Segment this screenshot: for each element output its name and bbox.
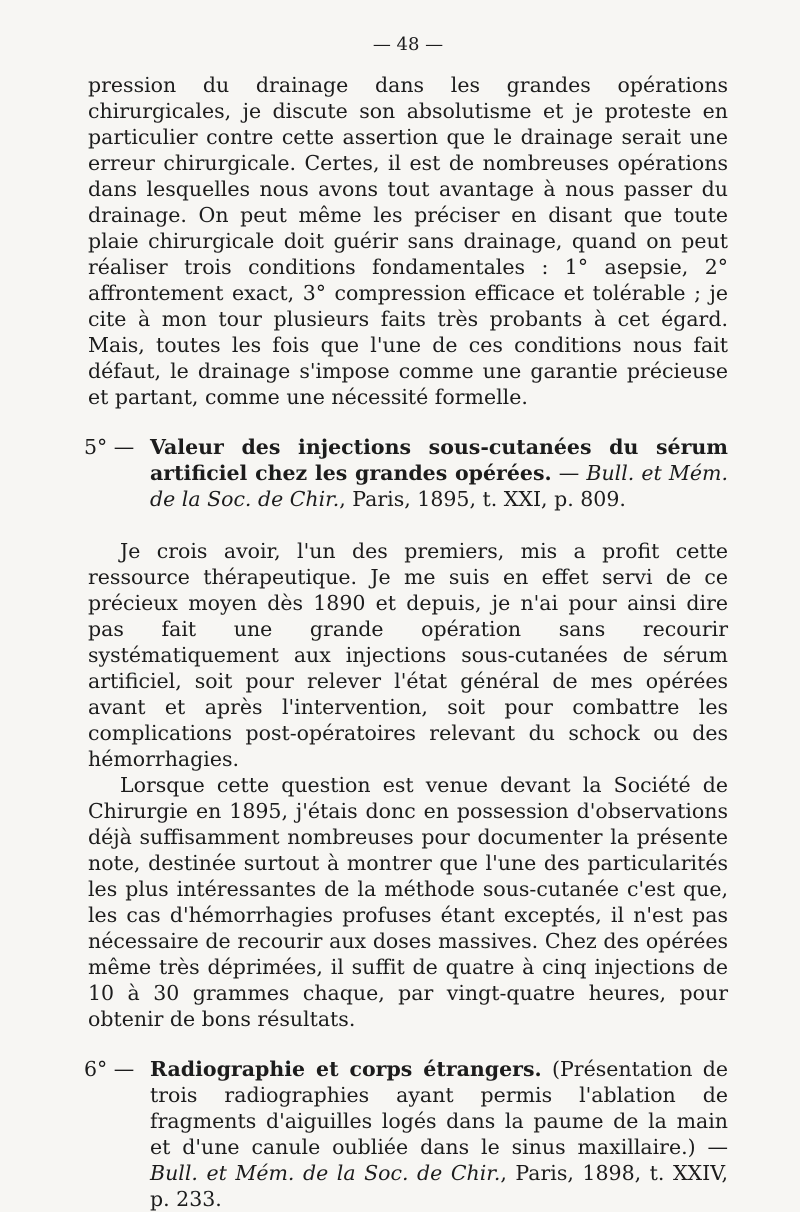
entry-5-journal: Bull. et Mém. de la Soc. de Chir. — [150, 461, 728, 511]
entry-5-number: 5° — — [84, 435, 135, 459]
paragraph-serum-experience: Je crois avoir, l'un des premiers, mis a profit cette ressource thérapeutique. Je me suis en effet servi de ce précieux moyen dès 1890 et depuis, je n'ai pour ainsi dire pas fait une grande opération sans recourir systématiquement aux injections sous-cutanées de sérum artificiel, soit pour relever l'état général de mes opérées avant et après l'intervention, soit pour combattre les complications post-opératoires relevant du schock ou des hémorrhagies. — [88, 539, 728, 771]
entry-6 — [84, 1056, 728, 1212]
intro-paragraph: pression du drainage dans les grandes opérations chirurgicales, je discute son absolutisme et je proteste en particulier contre cette assertion que le drainage serait une erreur chirurgicale. Certes, il est de nombreuses opérations dans lesquelles nous avons tout avantage à nous passer du drainage. On peut même les préciser en disant que toute plaie chirurgicale doit guérir sans drainage, quand on peut réaliser trois conditions fondamentales : 1° asepsie, 2° affrontement exact, 3° compression efficace et tolérable ; je cite à mon tour plusieurs faits très probants à cet égard. Mais, toutes les fois que l'une de ces conditions nous fait défaut, le drainage s'impose comme une garantie précieuse et partant, comme une nécessité formelle. — [88, 73, 728, 409]
entry-6-title: Radiographie et corps étrangers. — [150, 1057, 542, 1081]
entry-5-title: Valeur des injections sous-cutanées du sérum artificiel chez les grandes opérées. — [150, 435, 728, 485]
page-number: — 48 — — [372, 34, 444, 55]
entry-6-citation: , Paris, 1898, t. XXIV, p. 233. — [150, 1161, 728, 1211]
entry-6-journal: Bull. et Mém. de la Soc. de Chir. — [150, 1161, 501, 1185]
entry-5-ref-sep: — — [551, 461, 587, 485]
entry-5 — [84, 434, 728, 512]
entry-5-citation: , Paris, 1895, t. XXI, p. 809. — [339, 487, 626, 511]
entry-6-number: 6° — — [84, 1057, 135, 1081]
document-page — [84, 32, 728, 1212]
entry-6-description: (Présentation de trois radiographies ayant permis l'ablation de fragments d'aiguilles logés dans la paume de la main et d'une canule oubliée dans le sinus maxillaire.) — — [150, 1057, 728, 1159]
paragraph-societe-1895: Lorsque cette question est venue devant la Société de Chirurgie en 1895, j'étais donc en possession d'observations déjà suffisamment nombreuses pour documenter la présente note, destinée surtout à montrer que l'une des particularités les plus intéressantes de la méthode sous-cutanée c'est que, les cas d'hémorrhagies profuses étant exceptés, il n'est pas nécessaire de recourir aux doses massives. Chez des opérées même très déprimées, il suffit de quatre à cinq injections de 10 à 30 grammes chaque, par vingt-quatre heures, pour obtenir de bons résultats. — [88, 773, 728, 1031]
